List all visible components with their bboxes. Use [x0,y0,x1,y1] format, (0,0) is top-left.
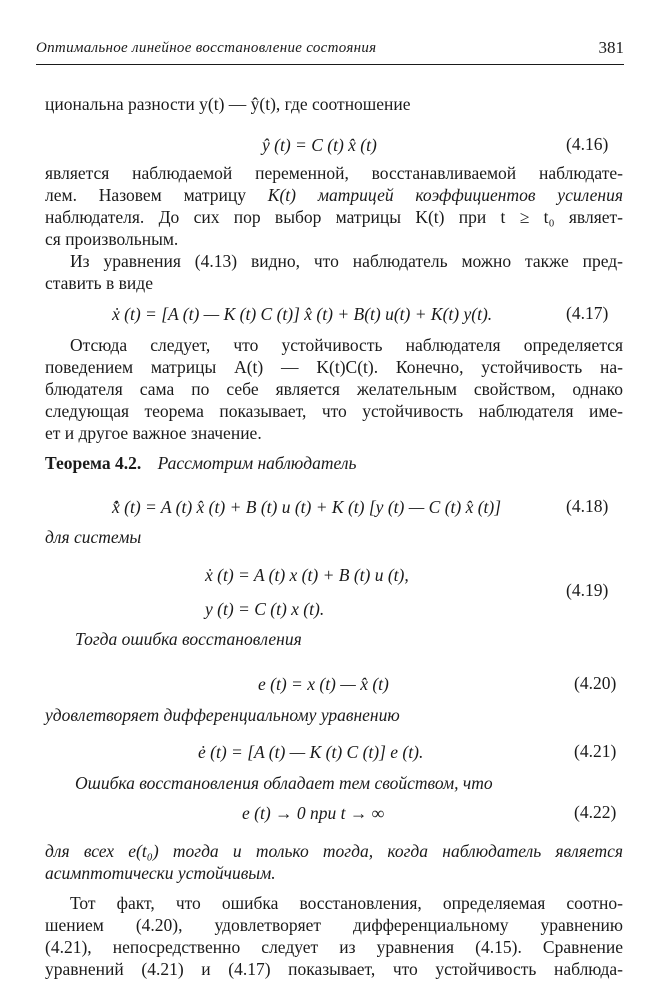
equation-4-21: ė (t) = [A (t) — K (t) C (t)] e (t). [198,742,424,762]
equation-4-19-line1: ẋ (t) = A (t) x (t) + B (t) u (t), [205,565,409,585]
paragraph-line: Тот факт, что ошибка восстановления, определяемая соотно- [70,893,623,913]
paragraph-line: наблюдателя. До сих пор выбор матрицы K(t) при t ≥ t₀ являет- [45,207,623,227]
text-span: лем. Назовем матрицу [45,185,268,205]
equation-4-22: e (t) → 0 при t → ∞ [242,803,385,823]
equation-4-16: ŷ (t) = C (t) x̂ (t) [262,135,377,155]
paragraph-line: Из уравнения (4.13) видно, что наблюдатель можно также пред- [70,251,623,271]
paragraph-line: циональна разности y(t) — ŷ(t), где соотношение [45,94,411,114]
paragraph-line: (4.21), непосредственно следует из уравнения (4.15). Сравнение [45,937,623,957]
theorem-text: Рассмотрим наблюдатель [157,453,357,473]
page-number: 381 [598,38,624,57]
theorem-label: Теорема 4.2. [45,453,142,473]
equation-number: (4.17) [566,303,609,323]
equation-number: (4.19) [566,580,609,600]
equation-number: (4.22) [574,802,617,822]
running-header [36,38,624,65]
paragraph-line: удовлетворяет дифференциальному уравнению [45,705,400,725]
paragraph-line [45,184,623,206]
paragraph-line: асимптотически устойчивым. [45,863,276,883]
paragraph-line: Ошибка восстановления обладает тем свойством, что [75,773,493,793]
paragraph-line: поведением матрицы A(t) — K(t)C(t). Конечно, устойчивость на- [45,357,623,377]
equation-number: (4.21) [574,741,617,761]
paragraph-line: для всех e(t₀) тогда и только тогда, когда наблюдатель является [45,841,623,861]
paragraph-line: для системы [45,527,142,547]
paragraph-line: Тогда ошибка восстановления [75,629,302,649]
paragraph-line: следующая теорема показывает, что устойчивость наблюдателя име- [45,401,623,421]
equation-4-18: x̂̇ (t) = A (t) x̂ (t) + B (t) u (t) + K (t) [y (t) — C (t) x̂ (t)] [112,497,502,517]
equation-4-20: e (t) = x (t) — x̂ (t) [258,674,389,694]
theorem-heading [45,452,356,474]
equation-4-19-line2: y (t) = C (t) x (t). [205,599,325,619]
equation-4-17: ẋ (t) = [A (t) — K (t) C (t)] x̂ (t) + B(t) u(t) + K(t) y(t). [112,304,493,324]
equation-number: (4.20) [574,673,617,693]
equation-number: (4.16) [566,134,609,154]
paragraph-line: ет и другое важное значение. [45,423,262,443]
paragraph-line: ставить в виде [45,273,153,293]
paragraph-line: блюдателя сама по себе является желательным свойством, однако [45,379,623,399]
paragraph-line: ся произвольным. [45,229,179,249]
equation-number: (4.18) [566,496,609,516]
paragraph-line: Отсюда следует, что устойчивость наблюдателя определяется [70,335,623,355]
paragraph-line: уравнений (4.21) и (4.17) показывает, что устойчивость наблюда- [45,959,623,979]
running-title: Оптимальное линейное восстановление состояния [36,40,377,56]
paragraph-line: шением (4.20), удовлетворяет дифференциальному уравнению [45,915,623,935]
paragraph-line: является наблюдаемой переменной, восстанавливаемой наблюдате- [45,163,623,183]
text-span: K(t) матрицей коэффициентов усиления [267,185,623,205]
